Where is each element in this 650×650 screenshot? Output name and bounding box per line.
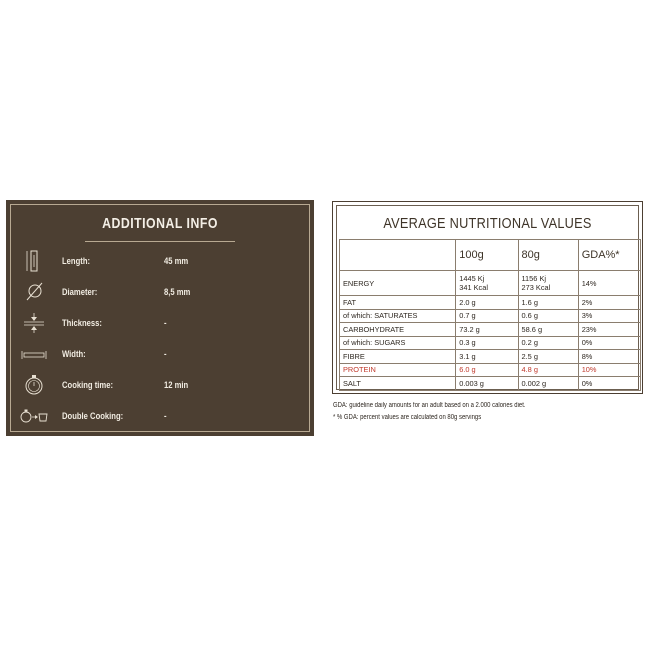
energy-kj-100: 1445 Kj	[459, 274, 485, 283]
nutrition-row-protein	[340, 363, 641, 377]
nutrition-header-row	[340, 240, 641, 271]
title-divider	[85, 241, 235, 242]
nutrient-gda: 23%	[578, 323, 640, 337]
nutrition-row-fat	[340, 296, 641, 310]
nutrient-name: of which: SUGARS	[340, 336, 456, 350]
nutrition-row-sugars	[340, 336, 641, 350]
footnote-gda: GDA: guideline daily amounts for an adult based on a 2.000 calories diet.	[333, 402, 526, 409]
nutrient-gda: 14%	[578, 271, 640, 296]
nutrient-per80	[518, 271, 578, 296]
info-value-length: 45 mm	[164, 256, 189, 266]
info-label-cooking-time: Cooking time:	[62, 380, 113, 390]
nutrient-gda: 3%	[578, 309, 640, 323]
nutrient-gda: 0%	[578, 377, 640, 391]
info-row-double-cooking	[11, 404, 309, 428]
nutrient-per80: 58.6 g	[518, 323, 578, 337]
info-label-length: Length:	[62, 256, 91, 266]
footnote-percent-gda: * % GDA: percent values are calculated on 80g servings	[333, 414, 482, 421]
info-row-length	[11, 249, 309, 273]
diameter-icon	[19, 280, 49, 304]
nutrient-gda: 10%	[578, 363, 640, 377]
info-label-diameter: Diameter:	[62, 287, 98, 297]
nutrition-row-carbohydrate	[340, 323, 641, 337]
nutrient-per80: 1.6 g	[518, 296, 578, 310]
nutrient-per100: 2.0 g	[456, 296, 518, 310]
info-value-width: -	[164, 349, 167, 359]
info-label-thickness: Thickness:	[62, 318, 102, 328]
info-value-diameter: 8,5 mm	[164, 287, 191, 297]
nutrient-name: FIBRE	[340, 350, 456, 364]
nutrient-name: CARBOHYDRATE	[340, 323, 456, 337]
info-row-cooking-time	[11, 373, 309, 397]
nutrient-per100: 6.0 g	[456, 363, 518, 377]
stopwatch-icon	[19, 373, 49, 397]
width-icon	[19, 342, 49, 366]
double-cooking-icon	[19, 404, 49, 428]
nutrition-row-fibre	[340, 350, 641, 364]
header-per80: 80g	[518, 240, 578, 271]
additional-info-frame	[10, 204, 310, 432]
nutrient-per100: 0.3 g	[456, 336, 518, 350]
nutrient-name: of which: SATURATES	[340, 309, 456, 323]
nutrition-title: AVERAGE NUTRITIONAL VALUES	[383, 215, 592, 232]
info-value-thickness: -	[164, 318, 167, 328]
nutrient-gda: 0%	[578, 336, 640, 350]
thickness-icon	[19, 311, 49, 335]
additional-info-panel	[6, 200, 314, 436]
nutrient-per80: 0.2 g	[518, 336, 578, 350]
nutrition-row-saturates	[340, 309, 641, 323]
ruler-length-icon	[19, 249, 49, 273]
nutrient-per100: 0.7 g	[456, 309, 518, 323]
info-value-double-cooking: -	[164, 411, 167, 421]
nutrient-name: PROTEIN	[340, 363, 456, 377]
info-label-width: Width:	[62, 349, 86, 359]
nutrient-gda: 2%	[578, 296, 640, 310]
nutrient-per80: 2.5 g	[518, 350, 578, 364]
nutrient-per100: 0.003 g	[456, 377, 518, 391]
info-row-diameter	[11, 280, 309, 304]
nutrition-frame	[336, 205, 639, 390]
energy-kcal-100: 341 Kcal	[459, 283, 488, 292]
nutrition-row-energy	[340, 271, 641, 296]
nutrient-name: ENERGY	[340, 271, 456, 296]
nutrient-name: SALT	[340, 377, 456, 391]
nutrition-row-salt	[340, 377, 641, 391]
additional-info-title: ADDITIONAL INFO	[102, 215, 218, 232]
header-blank	[340, 240, 456, 271]
nutrient-per100: 73.2 g	[456, 323, 518, 337]
nutrient-per80: 4.8 g	[518, 363, 578, 377]
header-gda: GDA%*	[578, 240, 640, 271]
nutrient-per100: 3.1 g	[456, 350, 518, 364]
nutrition-panel	[332, 201, 643, 394]
nutrient-per80: 0.6 g	[518, 309, 578, 323]
nutrient-name: FAT	[340, 296, 456, 310]
info-value-cooking-time: 12 min	[164, 380, 189, 390]
energy-kj-80: 1156 Kj	[521, 274, 547, 283]
nutrient-per100	[456, 271, 518, 296]
energy-kcal-80: 273 Kcal	[521, 283, 551, 292]
info-label-double-cooking: Double Cooking:	[62, 411, 124, 421]
info-row-thickness	[11, 311, 309, 335]
info-row-width	[11, 342, 309, 366]
nutrition-table	[339, 239, 641, 391]
nutrient-gda: 8%	[578, 350, 640, 364]
header-per100: 100g	[456, 240, 518, 271]
nutrient-per80: 0.002 g	[518, 377, 578, 391]
